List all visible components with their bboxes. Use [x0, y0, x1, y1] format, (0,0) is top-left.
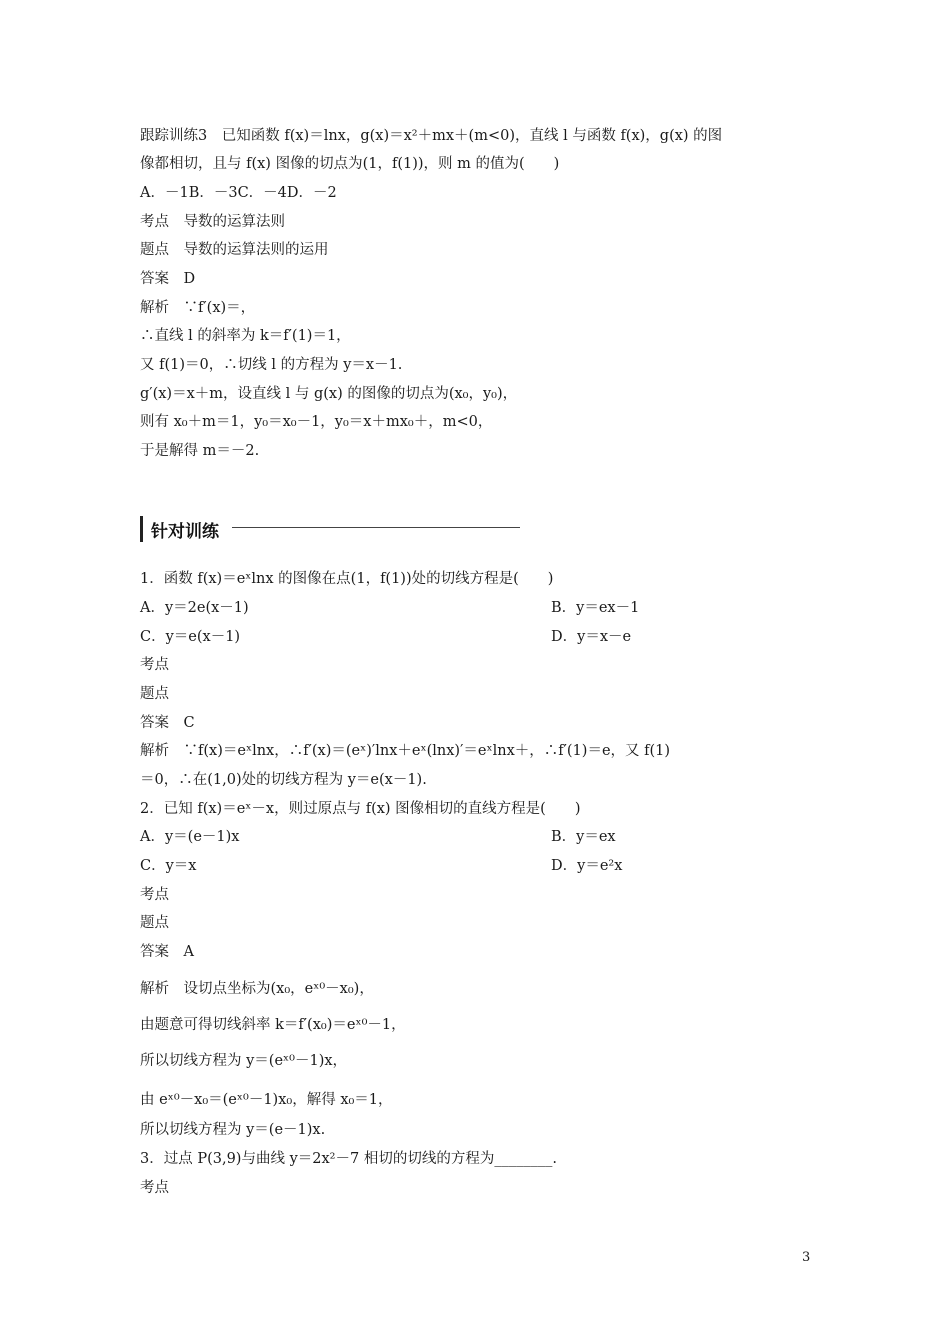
- q2-option-b: B．y＝ex: [551, 829, 616, 845]
- q2-option-c: C．y＝x: [140, 858, 197, 874]
- exercise-line-1: 跟踪训练3 已知函数 f(x)＝lnx，g(x)＝x²＋mx＋(m<0)，直线 l 与函数 f(x)，g(x) 的图: [140, 128, 723, 144]
- q2-tidian: 题点: [140, 915, 169, 931]
- section-heading-rule: [232, 527, 520, 528]
- exercise-kaodian: 考点 导数的运算法则: [140, 214, 285, 230]
- q2-options-row-1: [140, 827, 616, 847]
- q1-option-c: C．y＝e(x－1): [140, 629, 241, 645]
- q3-kaodian: 考点: [140, 1180, 169, 1196]
- q2-analysis-line: 解析 设切点坐标为(x₀，eˣ⁰－x₀)，: [140, 981, 374, 997]
- exercise-analysis-line: 又 f(1)＝0，∴切线 l 的方程为 y＝x－1.: [140, 357, 403, 373]
- section-heading-text: 针对训练: [151, 521, 219, 542]
- q1-option-b: B．y＝ex－1: [551, 600, 640, 616]
- exercise-answer: 答案 D: [140, 271, 196, 287]
- q2-analysis-line: 由 eˣ⁰－x₀＝(eˣ⁰－1)x₀，解得 x₀＝1，: [140, 1092, 393, 1108]
- q2-option-d: D．y＝e²x: [551, 858, 623, 874]
- exercise-analysis-line: ∴直线 l 的斜率为 k＝f′(1)＝1，: [140, 328, 351, 344]
- q1-answer: 答案 C: [140, 715, 195, 731]
- q1-stem: 1．函数 f(x)＝eˣlnx 的图像在点(1，f(1))处的切线方程是( ): [140, 571, 554, 587]
- exercise-line-2: 像都相切，且与 f(x) 图像的切点为(1，f(1))，则 m 的值为( ): [140, 156, 560, 172]
- section-heading: [140, 514, 219, 544]
- q2-answer: 答案 A: [140, 944, 194, 960]
- q3-stem: 3．过点 P(3,9)与曲线 y＝2x²－7 相切的切线的方程为________.: [140, 1151, 557, 1167]
- page-number: 3: [802, 1250, 811, 1265]
- q1-kaodian: 考点: [140, 657, 169, 673]
- q1-analysis-line-2: ＝0，∴在(1,0)处的切线方程为 y＝e(x－1).: [140, 772, 427, 788]
- q2-analysis-line: 所以切线方程为 y＝(e－1)x.: [140, 1122, 326, 1138]
- q1-tidian: 题点: [140, 686, 169, 702]
- q2-options-row-2: [140, 856, 623, 876]
- exercise-analysis-line: 则有 x₀＋m＝1，y₀＝x₀－1，y₀＝x＋mx₀＋，m<0，: [140, 414, 493, 430]
- q2-stem: 2．已知 f(x)＝eˣ－x，则过原点与 f(x) 图像相切的直线方程是( ): [140, 801, 581, 817]
- q1-options-row-2: [140, 627, 632, 647]
- exercise-tidian: 题点 导数的运算法则的运用: [140, 242, 329, 258]
- exercise-analysis-line: 解析 ∵f′(x)＝，: [140, 300, 256, 316]
- q1-analysis-line-1: 解析 ∵f(x)＝eˣlnx，∴f′(x)＝(eˣ)′lnx＋eˣ(lnx)′＝eˣlnx＋，∴f′(1)＝e，又 f(1): [140, 743, 671, 759]
- exercise-analysis-line: g′(x)＝x＋m，设直线 l 与 g(x) 的图像的切点为(x₀，y₀)，: [140, 386, 518, 402]
- q2-analysis-line: 由题意可得切线斜率 k＝f′(x₀)＝eˣ⁰－1，: [140, 1017, 406, 1033]
- exercise-analysis-line: 于是解得 m＝－2.: [140, 443, 260, 459]
- q2-analysis-line: 所以切线方程为 y＝(eˣ⁰－1)x，: [140, 1053, 348, 1069]
- section-heading-bar: [140, 516, 143, 542]
- q2-option-a: A．y＝(e－1)x: [140, 829, 240, 845]
- q1-options-row-1: [140, 598, 640, 618]
- q1-option-d: D．y＝x－e: [551, 629, 632, 645]
- exercise-options: A．－1B．－3C．－4D．－2: [140, 185, 337, 201]
- q2-kaodian: 考点: [140, 887, 169, 903]
- q1-option-a: A．y＝2e(x－1): [140, 600, 249, 616]
